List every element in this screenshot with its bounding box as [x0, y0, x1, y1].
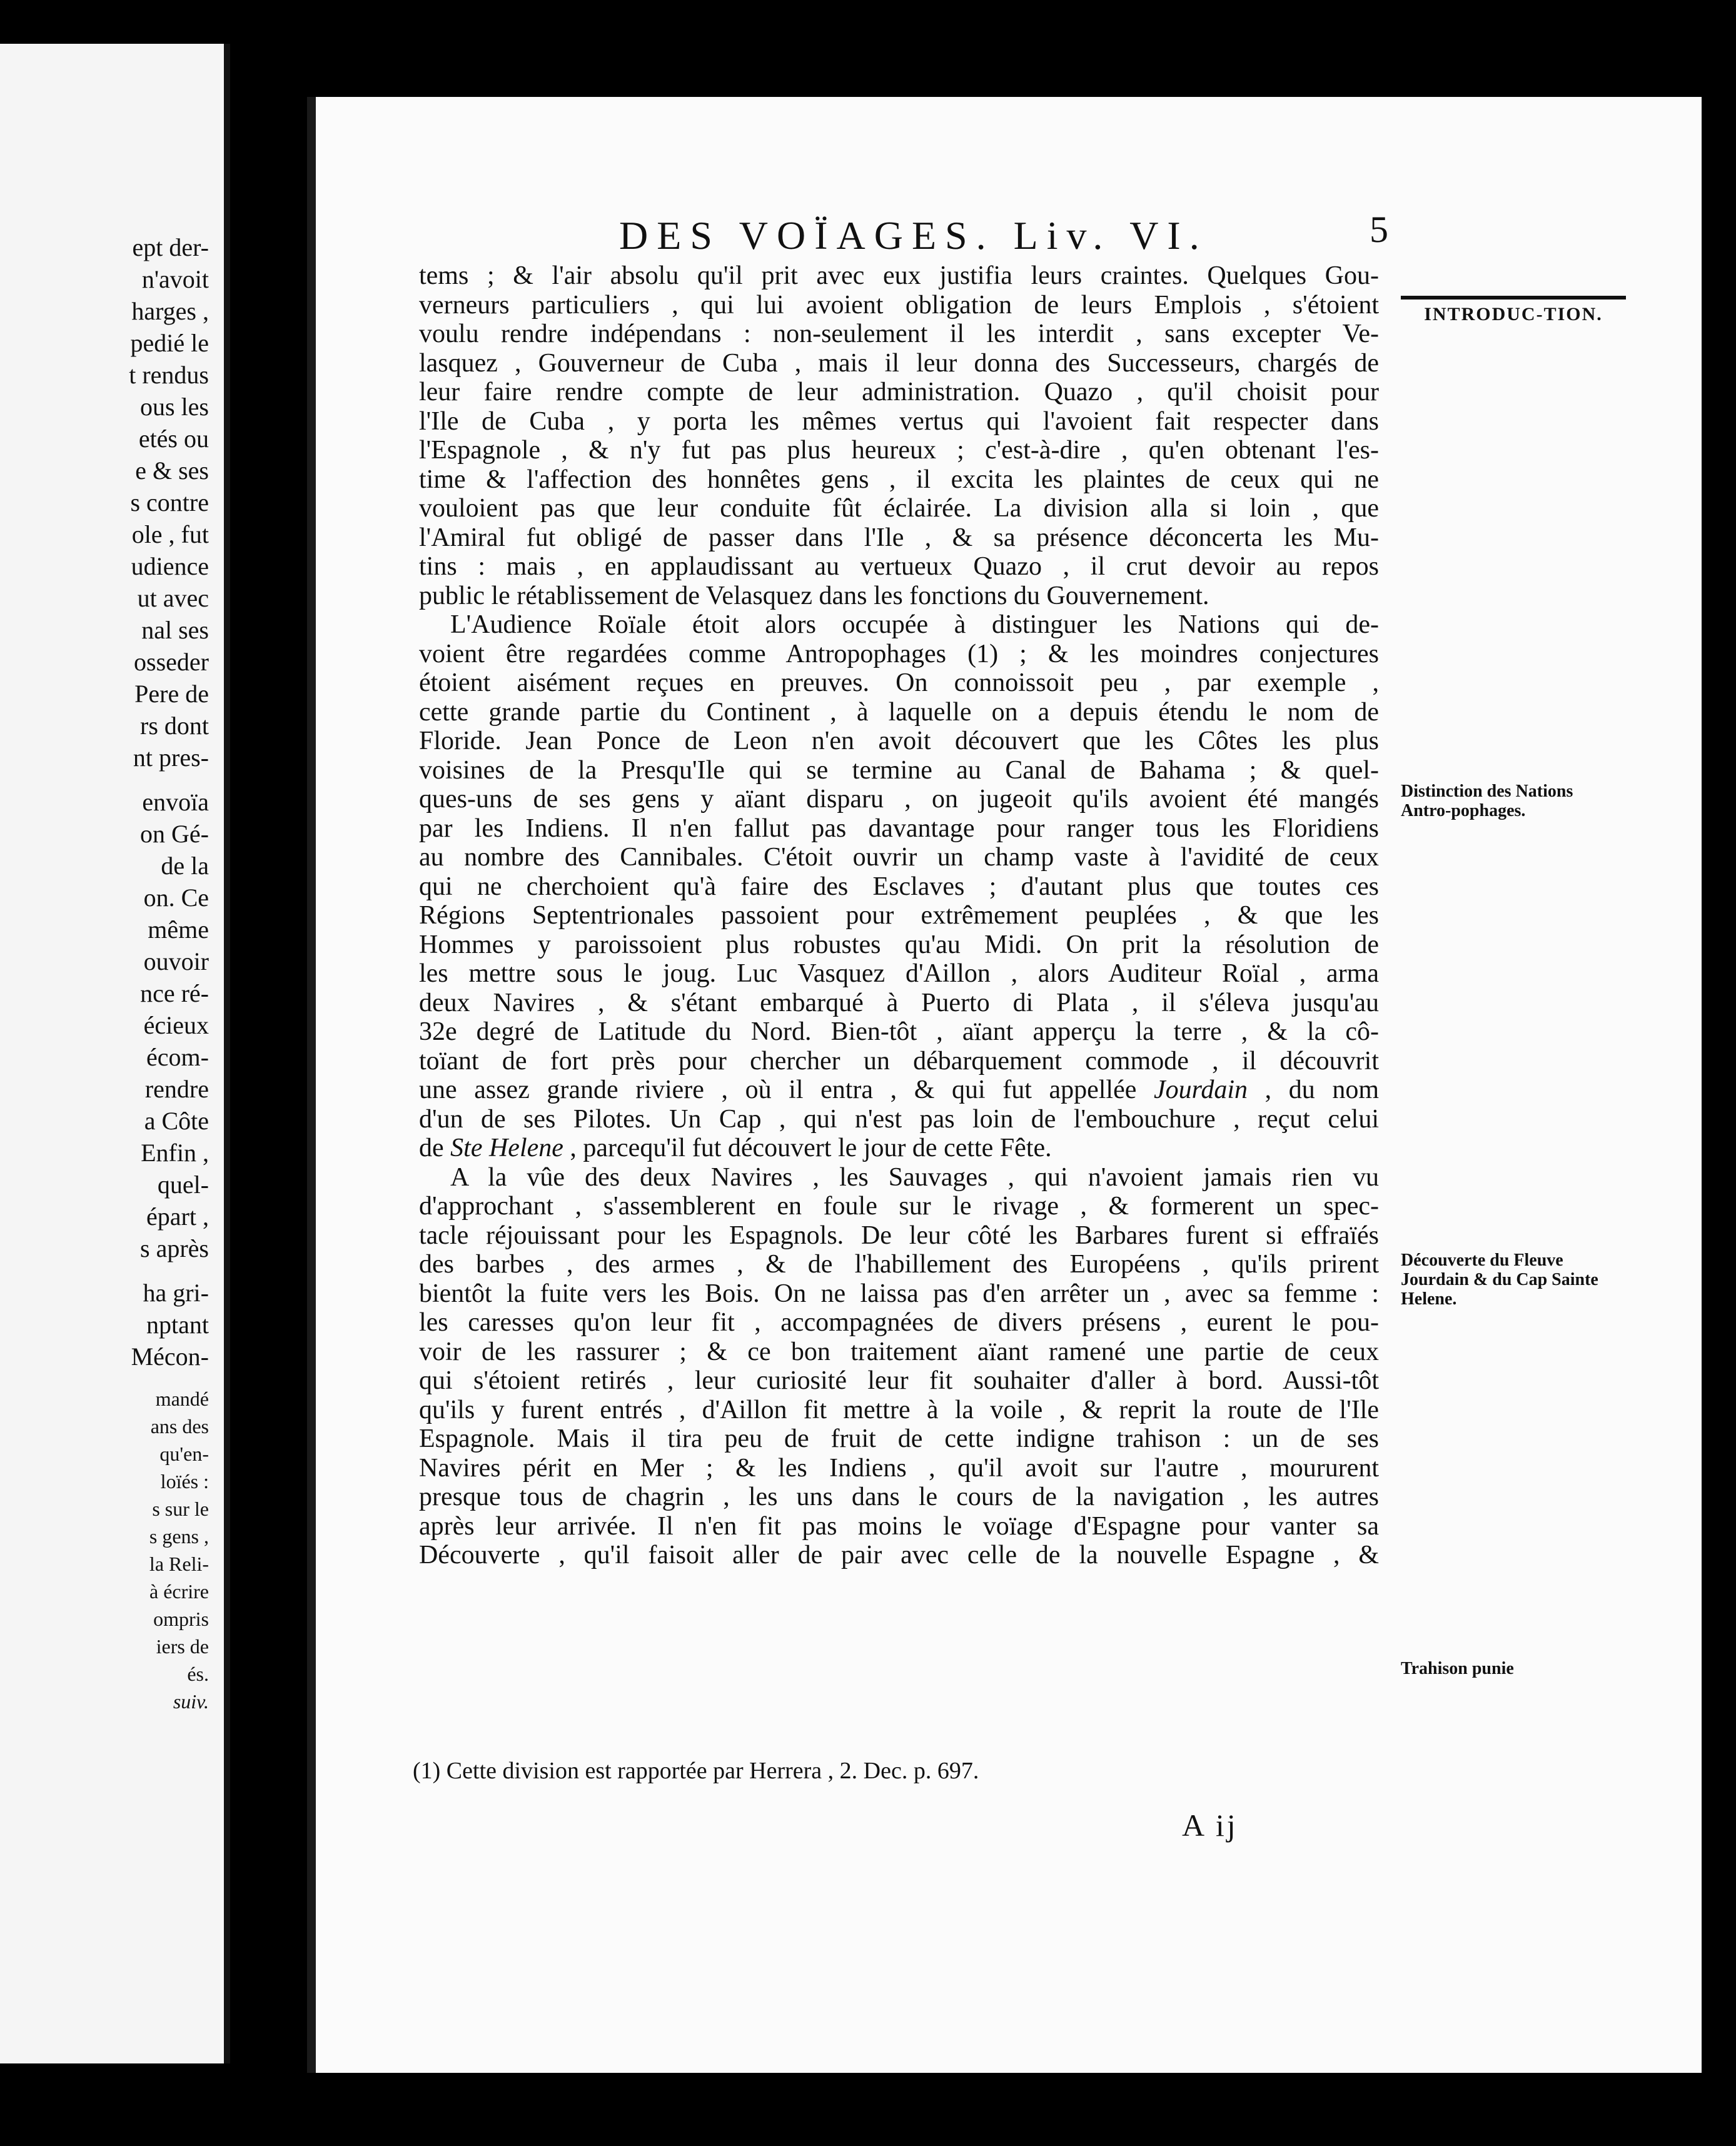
body-line: Régions Septentrionales passoient pour extrêmement peuplées , & que les — [419, 901, 1379, 930]
left-page-line: Pere de — [134, 680, 209, 708]
body-line: verneurs particuliers , qui lui avoient obligation de leurs Emplois , s'étoient — [419, 290, 1379, 320]
left-page-line: quel- — [157, 1171, 209, 1199]
margin-note-trahison: Trahison punie — [1401, 1659, 1514, 1678]
body-line-text-after: , du nom — [1248, 1076, 1379, 1104]
left-page-line: épart , — [146, 1202, 209, 1231]
body-line: les caresses qu'on leur fit , accompagnées de divers présens , eurent le pou- — [419, 1308, 1379, 1337]
left-page-line: de la — [161, 852, 209, 880]
left-page-line: udience — [131, 552, 209, 580]
body-line-italic: Ste Helene — [450, 1134, 563, 1162]
body-line: étoient aisément reçues en preuves. On connoissoit peu , par exemple , — [419, 668, 1379, 697]
left-page-line: és. — [187, 1663, 209, 1685]
body-line: ques-uns de ses gens y aïant disparu , on jugeoit qu'ils avoient été mangés — [419, 785, 1379, 814]
left-page-line: nce ré- — [140, 979, 209, 1007]
body-line: 32e degré de Latitude du Nord. Bien-tôt , aïant apperçu la terre , & la cô- — [419, 1017, 1379, 1046]
body-line: Espagnole. Mais il tira peu de fruit de cette indigne trahison : un de ses — [419, 1424, 1379, 1453]
body-line: L'Audience Roïale étoit alors occupée à distinguer les Nations qui de- — [450, 610, 1379, 639]
body-line: Floride. Jean Ponce de Leon n'en avoit découvert que les Côtes les plus — [419, 727, 1379, 755]
left-page-line: etés ou — [138, 425, 209, 453]
body-line: l'Ile de Cuba , y porta les mêmes vertus qui l'avoient fait respecter dans — [419, 406, 1379, 436]
left-page — [0, 44, 230, 2063]
body-line: Navires périt en Mer ; & les Indiens , qu'il avoit sur l'autre , moururent — [419, 1453, 1379, 1483]
body-line: voisines de la Presqu'Ile qui se termine au Canal de Bahama ; & quel- — [419, 755, 1379, 785]
body-line: A la vûe des deux Navires , les Sauvages , qui n'avoient jamais rien vu — [450, 1162, 1379, 1192]
left-page-line: à écrire — [149, 1580, 209, 1603]
body-line: qui s'étoient retirés , leur curiosité leur fit souhaiter d'aller à bord. Aussi-tôt — [419, 1366, 1379, 1395]
left-page-line: suiv. — [173, 1690, 209, 1713]
left-page-line: nt pres- — [133, 743, 209, 772]
body-line: par les Indiens. Il n'en fallut pas davantage pour ranger tous les Floridiens — [419, 814, 1379, 843]
body-line: cette grande partie du Continent , à laquelle on a depuis étendu le nom de — [419, 697, 1379, 727]
body-line: l'Espagnole , & n'y fut pas plus heureux ; c'est-à-dire , qu'en obtenant l'es- — [419, 436, 1379, 465]
left-page-line: ouvoir — [143, 947, 209, 975]
margin-note-introduction: INTRODUC-TION. — [1424, 304, 1603, 325]
body-line: public le rétablissement de Velasquez dans les fonctions du Gouvernement. — [419, 581, 1209, 610]
left-page-line: écieux — [143, 1011, 209, 1039]
left-page-line: rs dont — [140, 712, 209, 740]
body-line-text: de — [419, 1134, 451, 1162]
left-page-line: osseder — [134, 648, 209, 676]
left-page-line: iers de — [156, 1635, 209, 1658]
head-rule — [1401, 296, 1626, 300]
body-line: time & l'affection des honnêtes gens , il excita les plaintes de ceux qui ne — [419, 465, 1379, 494]
left-page-line: la Reli- — [149, 1553, 209, 1575]
body-line: presque tous de chagrin , les uns dans le cours de la navigation , les autres — [419, 1483, 1379, 1511]
body-line: au nombre des Cannibales. C'étoit ouvrir un champ vaste à l'avidité de ceux — [419, 843, 1379, 872]
left-page-line: s après — [140, 1234, 209, 1262]
left-page-line: loïés : — [160, 1470, 209, 1493]
left-page-line: qu'en- — [159, 1443, 209, 1465]
body-line: voient être regardées comme Antropophages (1) ; & les moindres conjectures — [419, 639, 1379, 668]
left-page-line: ous les — [140, 393, 209, 421]
body-line: bientôt la fuite vers les Bois. On ne laissa pas d'en arrêter un , avec sa femme : — [419, 1279, 1379, 1308]
margin-note-decouverte: Découverte du Fleuve Jourdain & du Cap Sainte Helene. — [1401, 1251, 1598, 1309]
left-page-line: e & ses — [135, 456, 209, 485]
body-line — [419, 1076, 1379, 1105]
body-line: après leur arrivée. Il n'en fit pas moins le voïage d'Espagne pour vanter sa — [419, 1511, 1379, 1541]
page-mark: 5 — [1370, 209, 1388, 250]
left-page-line: n'avoit — [141, 265, 209, 293]
left-page-line: envoïa — [142, 788, 209, 816]
body-line: tems ; & l'air absolu qu'il prit avec eux justifia leurs craintes. Quelques Gou- — [419, 261, 1379, 290]
body-text — [419, 261, 1379, 1570]
body-line: deux Navires , & s'étant embarqué à Puerto di Plata , il s'éleva jusqu'au — [419, 988, 1379, 1017]
left-page-line: Mécon- — [131, 1343, 209, 1371]
body-line: les mettre sous le joug. Luc Vasquez d'Aillon , alors Auditeur Roïal , arma — [419, 959, 1379, 988]
body-line: Découverte , qu'il faisoit aller de pair avec celle de la nouvelle Espagne , & — [419, 1541, 1379, 1569]
left-page-line: ept der- — [132, 233, 209, 261]
margin-note-distinction: Distinction des Nations Antro-pophages. — [1401, 782, 1573, 820]
body-line: lasquez , Gouverneur de Cuba , mais il leur donna des Successeurs, chargés de — [419, 348, 1379, 378]
left-page-line: a Côte — [144, 1107, 209, 1135]
body-line: toïant de fort près pour chercher un débarquement commode , il découvrit — [419, 1046, 1379, 1076]
body-line: voir de les rassurer ; & ce bon traitement aïant ramené une partie de ceux — [419, 1337, 1379, 1366]
left-page-line: t rendus — [129, 361, 209, 389]
left-page-line: on Gé- — [140, 820, 209, 848]
left-page-line: pedié le — [130, 329, 209, 357]
body-line: l'Amiral fut obligé de passer dans l'Ile , & sa présence déconcerta les Mu- — [419, 523, 1379, 552]
left-page-line: ut avec — [137, 584, 209, 612]
left-page-line: s contre — [130, 488, 209, 516]
left-page-line: on. Ce — [143, 884, 209, 912]
signature-mark: A ij — [1182, 1808, 1238, 1843]
body-line: Hommes y paroissoient plus robustes qu'au Midi. On prit la résolution de — [419, 930, 1379, 959]
left-page-line: rendre — [144, 1075, 209, 1103]
body-line: qu'ils y furent entrés , d'Aillon fit mettre à la voile , & reprit la route de l'Ile — [419, 1395, 1379, 1424]
left-page-text — [3, 231, 209, 1715]
left-page-line: ha gri- — [143, 1279, 209, 1307]
body-line: tins : mais , en applaudissant au vertueux Quazo , il crut devoir au repos — [419, 552, 1379, 581]
body-line: voulu rendre indépendans : non-seulement il les interdit , sans excepter Ve- — [419, 320, 1379, 348]
body-line: d'approchant , s'assemblerent en foule sur le rivage , & formerent un spec- — [419, 1192, 1379, 1221]
body-line: vouloient pas que leur conduite fût éclairée. La division alla si loin , que — [419, 494, 1379, 523]
body-line: leur faire rendre compte de leur administration. Quazo , qu'il choisit pour — [419, 378, 1379, 406]
left-page-line: Enfin , — [141, 1139, 209, 1167]
left-page-line: mandé — [155, 1388, 209, 1410]
left-page-line: ans des — [150, 1415, 209, 1438]
left-page-line: s gens , — [149, 1525, 209, 1548]
running-head: DES VOÏAGES. Liv. VI. — [619, 213, 1208, 258]
body-line: des barbes , des armes , & de l'habillement des Européens , qu'ils prirent — [419, 1250, 1379, 1279]
body-line-text: une assez grande riviere , où il entra , & qui fut appellée — [419, 1076, 1154, 1104]
footnote: (1) Cette division est rapportée par Herrera , 2. Dec. p. 697. — [413, 1758, 979, 1784]
left-page-line: harges , — [131, 297, 209, 325]
left-page-line: même — [148, 915, 209, 944]
body-line: d'un de ses Pilotes. Un Cap , qui n'est pas loin de l'embouchure , reçut celui — [419, 1104, 1379, 1134]
body-line: tacle réjouissant pour les Espagnols. De leur côté les Barbares furent si effraïés — [419, 1221, 1379, 1250]
left-page-line: ompris — [153, 1608, 209, 1630]
body-line — [419, 1134, 1379, 1163]
main-page — [316, 97, 1702, 2073]
left-page-line: nal ses — [141, 616, 209, 644]
body-line-text-after: , parcequ'il fut découvert le jour de cette Fête. — [563, 1134, 1052, 1162]
left-page-line: ole , fut — [131, 520, 209, 548]
left-page-line: s sur le — [152, 1498, 209, 1520]
body-line: qui ne cherchoient qu'à faire des Esclaves ; d'autant plus que toutes ces — [419, 872, 1379, 901]
left-page-line: écom- — [146, 1043, 209, 1071]
left-page-line: nptant — [146, 1311, 209, 1339]
body-line-italic: Jourdain — [1153, 1076, 1248, 1104]
